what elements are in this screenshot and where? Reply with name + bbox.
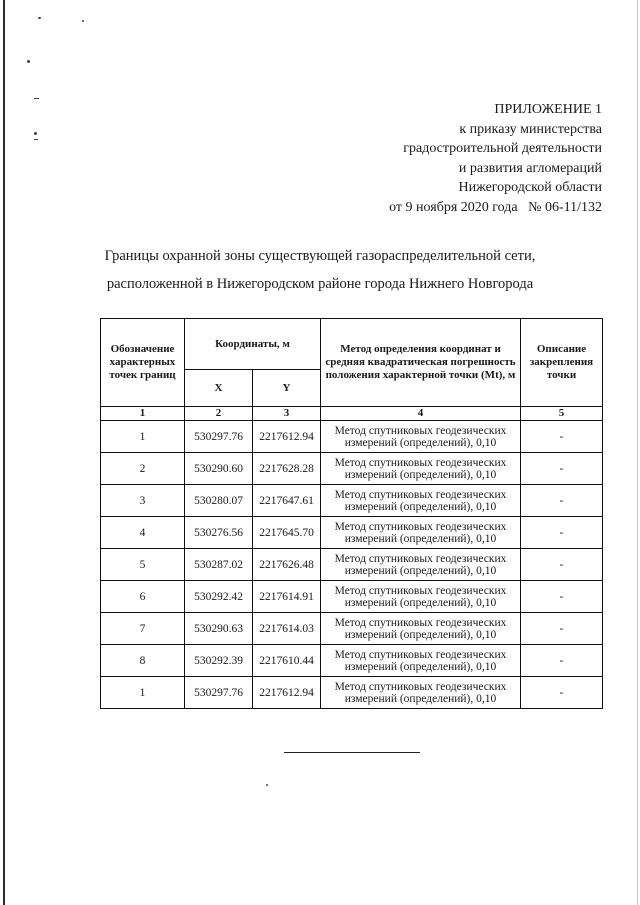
appendix-line: ПРИЛОЖЕНИЕ 1 bbox=[494, 102, 602, 117]
point-cell: 3 bbox=[101, 485, 185, 517]
scan-speck bbox=[34, 132, 37, 135]
x-cell: 530292.42 bbox=[185, 581, 253, 613]
y-cell: 2217645.70 bbox=[253, 517, 321, 549]
table-row bbox=[101, 645, 603, 677]
method-cell: Метод спутниковых геодезических измерений (определений), 0,10 bbox=[321, 517, 521, 549]
description-cell: - bbox=[521, 549, 603, 581]
closing-rule bbox=[284, 752, 420, 753]
y-cell: 2217612.94 bbox=[253, 677, 321, 709]
scan-speck bbox=[38, 17, 41, 19]
method-cell: Метод спутниковых геодезических измерений (определений), 0,10 bbox=[321, 453, 521, 485]
header-y: Y bbox=[253, 370, 321, 407]
table-row bbox=[101, 485, 603, 517]
x-cell: 530276.56 bbox=[185, 517, 253, 549]
x-cell: 530297.76 bbox=[185, 677, 253, 709]
header-description: Описание закрепления точки bbox=[521, 319, 603, 407]
method-cell: Метод спутниковых геодезических измерений (определений), 0,10 bbox=[321, 645, 521, 677]
appendix-header bbox=[389, 100, 602, 217]
y-cell: 2217628.28 bbox=[253, 453, 321, 485]
header-coordinates: Координаты, м bbox=[185, 319, 321, 370]
column-number: 5 bbox=[521, 407, 603, 421]
point-cell: 6 bbox=[101, 581, 185, 613]
document-title bbox=[60, 246, 580, 295]
description-cell: - bbox=[521, 645, 603, 677]
scan-speck bbox=[34, 98, 39, 99]
scan-speck bbox=[34, 139, 38, 140]
table-header-row bbox=[101, 319, 603, 370]
description-cell: - bbox=[521, 485, 603, 517]
appendix-line: от 9 ноября 2020 года № 06-11/132 bbox=[389, 199, 602, 215]
point-cell: 1 bbox=[101, 677, 185, 709]
header-x: X bbox=[185, 370, 253, 407]
column-number: 3 bbox=[253, 407, 321, 421]
scan-edge-left bbox=[3, 0, 5, 905]
appendix-line: градостроительной деятельности bbox=[403, 141, 602, 156]
table-row bbox=[101, 549, 603, 581]
column-number: 1 bbox=[101, 407, 185, 421]
header-method: Метод определения координат и средняя квадратическая погрешность положения характерной точки (Mt), м bbox=[321, 319, 521, 407]
method-cell: Метод спутниковых геодезических измерений (определений), 0,10 bbox=[321, 677, 521, 709]
description-cell: - bbox=[521, 453, 603, 485]
point-cell: 5 bbox=[101, 549, 185, 581]
method-cell: Метод спутниковых геодезических измерений (определений), 0,10 bbox=[321, 581, 521, 613]
appendix-line: и развития агломераций bbox=[458, 160, 602, 176]
column-number: 4 bbox=[321, 407, 521, 421]
x-cell: 530292.39 bbox=[185, 645, 253, 677]
description-cell: - bbox=[521, 677, 603, 709]
table-row bbox=[101, 517, 603, 549]
table-row bbox=[101, 581, 603, 613]
scan-speck bbox=[82, 20, 84, 22]
column-number: 2 bbox=[185, 407, 253, 421]
boundary-points-table bbox=[100, 318, 603, 709]
header-designation: Обозначение характерных точек границ bbox=[101, 319, 185, 407]
y-cell: 2217614.91 bbox=[253, 581, 321, 613]
scan-speck bbox=[266, 784, 268, 786]
description-cell: - bbox=[521, 613, 603, 645]
x-cell: 530287.02 bbox=[185, 549, 253, 581]
scan-edge-right bbox=[637, 0, 638, 905]
description-cell: - bbox=[521, 421, 603, 453]
method-cell: Метод спутниковых геодезических измерений (определений), 0,10 bbox=[321, 549, 521, 581]
y-cell: 2217614.03 bbox=[253, 613, 321, 645]
method-cell: Метод спутниковых геодезических измерений (определений), 0,10 bbox=[321, 485, 521, 517]
appendix-line: Нижегородской области bbox=[458, 180, 602, 195]
point-cell: 2 bbox=[101, 453, 185, 485]
point-cell: 1 bbox=[101, 421, 185, 453]
x-cell: 530297.76 bbox=[185, 421, 253, 453]
y-cell: 2217610.44 bbox=[253, 645, 321, 677]
title-line-2: расположенной в Нижегородском районе города Нижнего Новгорода bbox=[106, 276, 534, 292]
description-cell: - bbox=[521, 581, 603, 613]
y-cell: 2217647.61 bbox=[253, 485, 321, 517]
scan-speck bbox=[27, 60, 30, 63]
table-row bbox=[101, 613, 603, 645]
description-cell: - bbox=[521, 517, 603, 549]
x-cell: 530280.07 bbox=[185, 485, 253, 517]
y-cell: 2217612.94 bbox=[253, 421, 321, 453]
method-cell: Метод спутниковых геодезических измерений (определений), 0,10 bbox=[321, 613, 521, 645]
method-cell: Метод спутниковых геодезических измерений (определений), 0,10 bbox=[321, 421, 521, 453]
point-cell: 4 bbox=[101, 517, 185, 549]
title-line-1: Границы охранной зоны существующей газораспределительной сети, bbox=[104, 248, 536, 264]
y-cell: 2217626.48 bbox=[253, 549, 321, 581]
table-row bbox=[101, 421, 603, 453]
x-cell: 530290.63 bbox=[185, 613, 253, 645]
x-cell: 530290.60 bbox=[185, 453, 253, 485]
table-row bbox=[101, 453, 603, 485]
point-cell: 7 bbox=[101, 613, 185, 645]
column-number-row bbox=[101, 407, 603, 421]
appendix-line: к приказу министерства bbox=[459, 121, 602, 137]
table-row bbox=[101, 677, 603, 709]
point-cell: 8 bbox=[101, 645, 185, 677]
